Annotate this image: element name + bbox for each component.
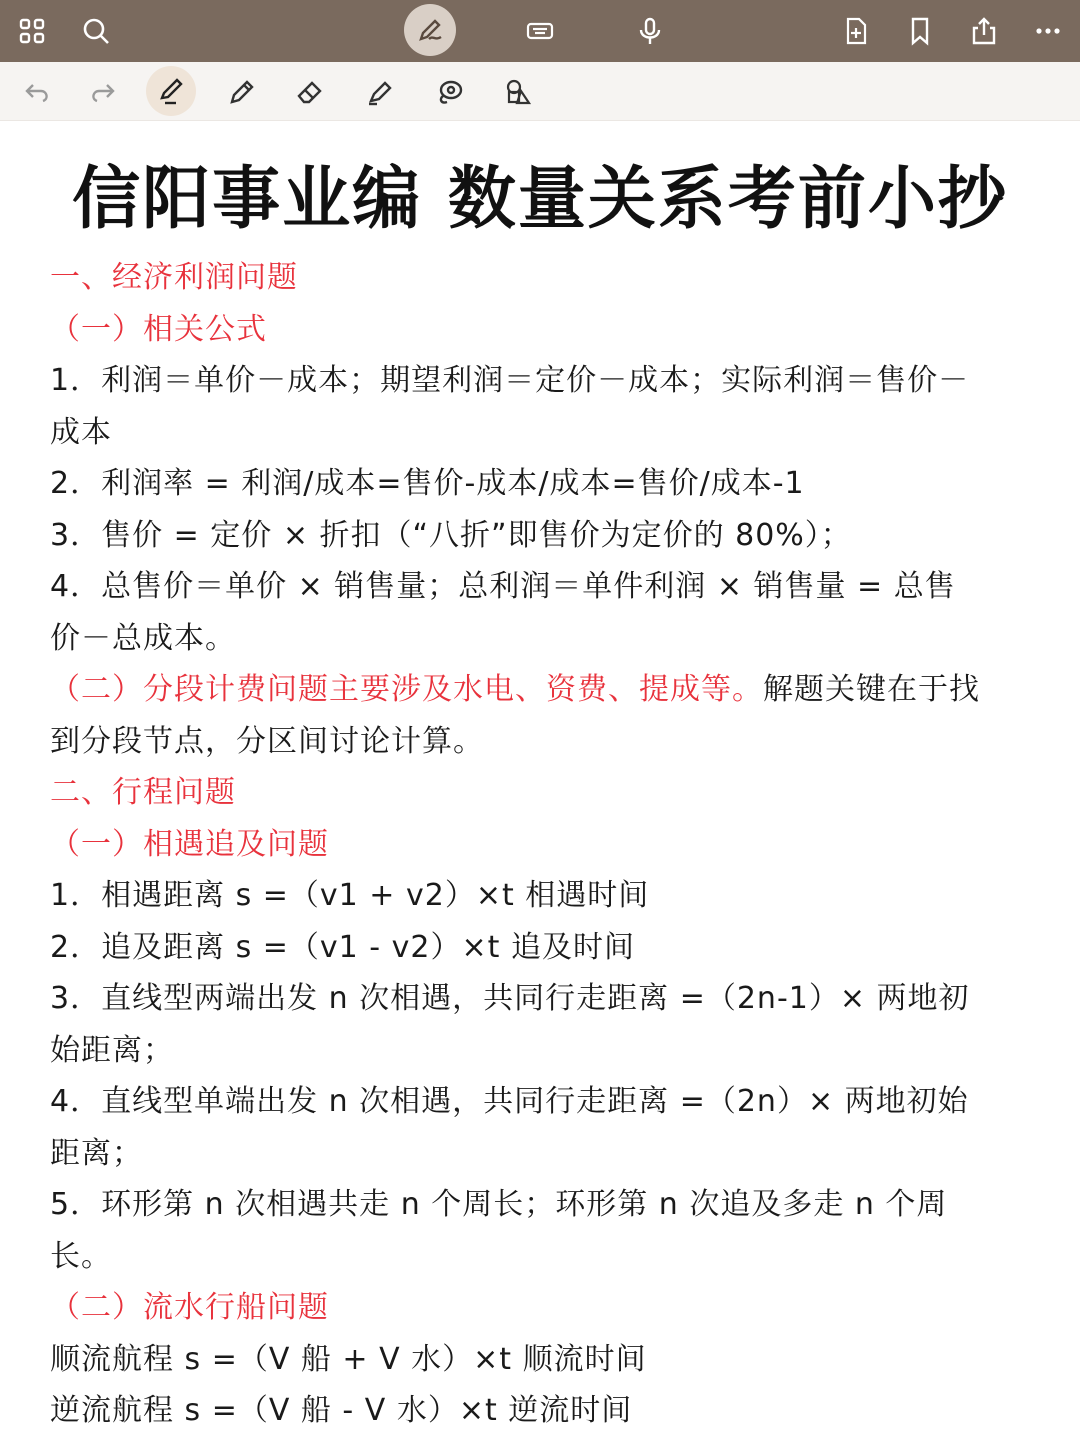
pen-tool-icon[interactable] [146, 66, 196, 116]
text-line [50, 252, 1030, 304]
text-line [50, 1385, 1030, 1437]
text-line [50, 819, 1030, 871]
more-icon[interactable] [1028, 11, 1068, 51]
text-line [50, 1179, 1030, 1231]
microphone-icon[interactable] [630, 11, 670, 51]
body-text: 始距离； [50, 1032, 174, 1068]
text-line [50, 407, 1030, 459]
note-page [0, 145, 1080, 1437]
text-line [50, 1282, 1030, 1334]
red-heading-text: （二）分段计费问题主要涉及水电、资费、提成等。 [50, 672, 763, 707]
pen-mode-icon[interactable] [404, 4, 456, 56]
body-text: 4．总售价＝单价 × 销售量；总利润＝单件利润 × 销售量 = 总售 [50, 569, 956, 604]
red-heading-text: 二、行程问题 [50, 775, 236, 810]
text-line [50, 716, 1030, 768]
search-icon[interactable] [76, 11, 116, 51]
body-text: 解题关键在于找 [763, 672, 980, 707]
text-line [50, 1231, 1030, 1283]
text-line [50, 973, 1030, 1025]
add-page-icon[interactable] [836, 11, 876, 51]
text-line [50, 355, 1030, 407]
undo-icon[interactable] [20, 74, 56, 110]
body-text: 3．售价 = 定价 × 折扣（“八折”即售价为定价的 80%）； [50, 517, 852, 553]
red-heading-text: （一）相关公式 [50, 311, 267, 347]
text-line [50, 664, 1030, 716]
text-line [50, 510, 1030, 562]
body-text: 价－总成本。 [50, 620, 236, 656]
body-text: 长。 [50, 1238, 112, 1274]
text-line [50, 870, 1030, 922]
bookmark-icon[interactable] [900, 11, 940, 51]
body-text: 1．利润＝单价－成本；期望利润＝定价－成本；实际利润＝售价－ [50, 363, 970, 398]
body-text: 到分段节点，分区间讨论计算。 [50, 723, 484, 759]
text-line [50, 1128, 1030, 1180]
text-line [50, 458, 1030, 510]
keyboard-icon[interactable] [520, 11, 560, 51]
grid-icon[interactable] [12, 11, 52, 51]
body-text: 5．环形第 n 次相遇共走 n 个周长；环形第 n 次追及多走 n 个周 [50, 1187, 948, 1222]
text-line [50, 1025, 1030, 1077]
redo-icon[interactable] [84, 74, 120, 110]
eraser-icon[interactable] [292, 74, 328, 110]
text-line [50, 1076, 1030, 1128]
body-text: 3．直线型两端出发 n 次相遇，共同行走距离 =（2n-1）× 两地初 [50, 981, 970, 1016]
body-text: 顺流航程 s =（V 船 + V 水）×t 顺流时间 [50, 1341, 647, 1377]
body-text: 2．利润率 = 利润/成本=售价-成本/成本=售价/成本-1 [50, 466, 805, 501]
red-heading-text: （一）相遇追及问题 [50, 826, 329, 862]
pencil-icon[interactable] [224, 74, 260, 110]
body-text: 2．追及距离 s =（v1 - v2）×t 追及时间 [50, 929, 635, 965]
text-line [50, 922, 1030, 974]
body-text: 成本 [50, 414, 112, 450]
text-line [50, 304, 1030, 356]
red-heading-text: （二）流水行船问题 [50, 1290, 329, 1325]
body-text: 距离； [50, 1135, 143, 1171]
text-line [50, 1334, 1030, 1386]
shapes-icon[interactable] [500, 74, 536, 110]
note-body [50, 252, 1030, 1437]
app-top-bar [0, 0, 1080, 62]
drawing-toolbar [0, 62, 1080, 121]
body-text: 4．直线型单端出发 n 次相遇，共同行走距离 =（2n）× 两地初始 [50, 1084, 969, 1119]
body-text: 1．相遇距离 s =（v1 + v2）×t 相遇时间 [50, 878, 650, 913]
page-title: 信阳事业编 数量关系考前小抄 [72, 160, 1008, 239]
highlighter-icon[interactable] [362, 74, 398, 110]
share-icon[interactable] [964, 11, 1004, 51]
text-line [50, 561, 1030, 613]
red-heading-text: 一、经济利润问题 [50, 260, 298, 295]
text-line [50, 613, 1030, 665]
body-text: 逆流航程 s =（V 船 - V 水）×t 逆流时间 [50, 1393, 633, 1428]
lasso-icon[interactable] [432, 74, 468, 110]
text-line [50, 767, 1030, 819]
